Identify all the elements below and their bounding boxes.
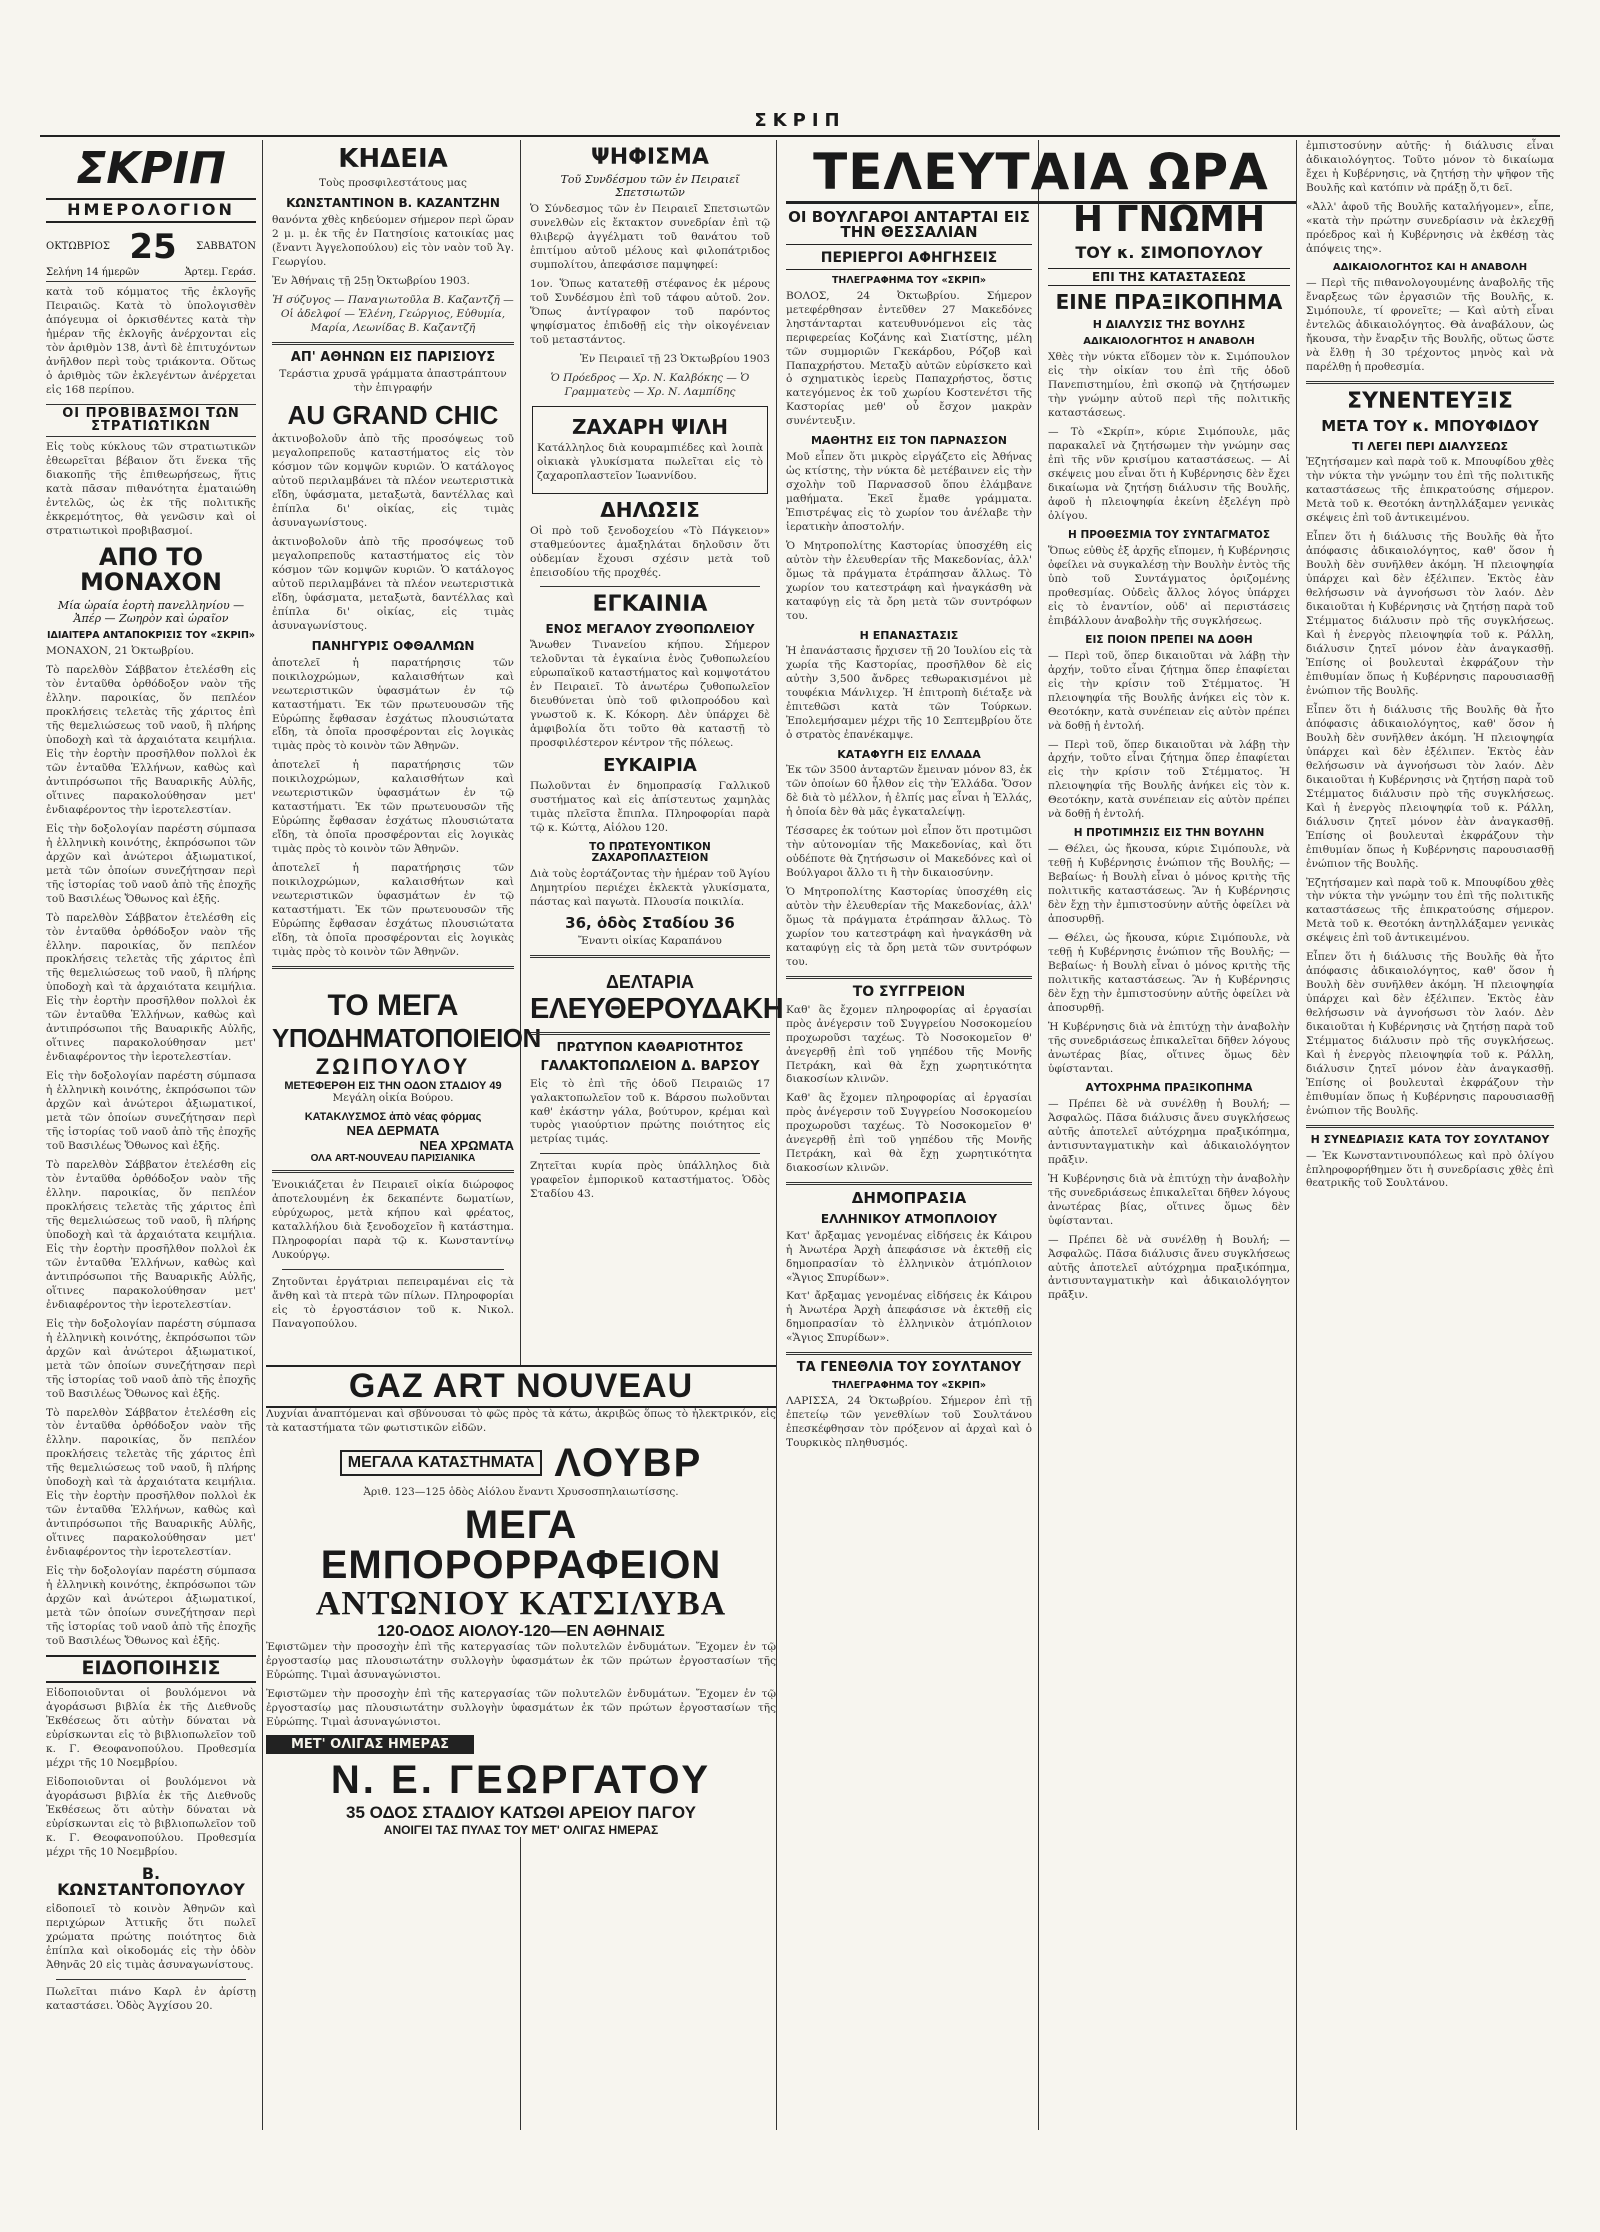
opening-text: Ἄνωθεν Τινανείου κήπου. Σήμερον τελοῦνται τὰ ἐγκαίνια ἑνὸς ζυθοπωλείου εὐρωπαϊκοῦ καταστήματος καὶ κομψοτάτου ἐν Πειραιεῖ. Τὸ ἀνωτέρω ζυθοπωλεῖον διευθύνεται ὑπὸ τοῦ φιλοπροόδου καὶ γνωστοῦ κ. Κ. Κόκορη. Δὲν ὑπάρχει δὲ ἀμφιβολία ὅτι τοῦτο θὰ καταστῇ τὸ προσφιλέστερον κέντρον τῆς πόλεως. xyxy=(530,639,770,749)
classified-text: Ζητεῖται κυρία πρὸς ὑπάλληλος διὰ γραφεῖον ἐμπορικοῦ καταστήματος. Ὁδὸς Σταδίου 43. xyxy=(530,1160,770,1201)
resolution-headline: ΨΗΦΙΣΜΑ xyxy=(591,145,709,170)
divider xyxy=(530,1032,770,1035)
article-text: — Θέλει, ὡς ἤκουσα, κύριε Σιμόπουλε, νὰ τεθῇ ἡ Κυβέρνησις ἐνώπιον τῆς Βουλῆς; — Βεβαίως· ἡ Βουλὴ εἶναι ὁ μόνος κριτὴς τῆς πολιτικῆς καταστάσεως. Ἂν ἡ Κυβέρνησις δὲν ἔχῃ τὴν ἐμπιστοσύνην αὐτῆς ὀφείλει νὰ ἀποσυρθῇ. xyxy=(1048,932,1290,1014)
dairy-headline: ΠΡΩΤΥΠΟΝ ΚΑΘΑΡΙΟΤΗΤΟΣ xyxy=(556,1040,744,1055)
notice-headline: ΕΙΔΟΠΟΙΗΣΙΣ xyxy=(46,1655,256,1683)
telegram-kicker: ΤΗΛΕΓΡΑΦΗΜΑ ΤΟΥ «ΣΚΡΙΠ» xyxy=(831,1380,987,1391)
article-text: Τὸ παρελθὸν Σάββατον ἐτελέσθη εἰς τὸν ἐνταῦθα ὀρθόδοξον ναὸν τῆς ἑλλην. παροικίας, ὅν πεπλέον προκλήσεις τελετὰς τῆς χάριτος ἐπὶ τῆς θεμελιώσεως τοῦ ναοῦ, ἣ πλήρης ὑποδοχὴ καὶ τὰ ἀρχαιότατα κειμήλια. Εἰς τὴν ἑορτὴν προσῆλθον πολλοὶ ἐκ τῶν ἐνταῦθα Ἑλλήνων, καθὼς καὶ ἀντιπρόσωποι τῆς Βαυαρικῆς Αὐλῆς, οἵτινες παρακολούθησαν μετ' ἐνδιαφέροντος τὴν ἱεροτελεστίαν. xyxy=(46,1406,256,1559)
gaz-ad-title: GAZ ART NOUVEAU xyxy=(266,1365,776,1408)
louvre-ad xyxy=(266,1441,776,1486)
classified-text: Ἐνοικιάζεται ἐν Πειραιεῖ οἰκία διώροφος ἀποτελουμένη ἐκ δεκαπέντε δωματίων, εὐρύχωρος, μετὰ κήπου καὶ φρέατος, καταλλήλου διὰ ξενοδοχεῖον ἢ κατάστημα. Πληροφορίαι παρὰ τῷ κ. Κωνσταντίνῳ Λυκούργῳ. xyxy=(272,1178,514,1261)
tailor-ad-title: ΜΕΓΑ ΕΜΠΟΡΟΡΡΑΦΕΙΟΝ xyxy=(320,1502,722,1587)
divider xyxy=(56,1979,246,1980)
divider xyxy=(786,1352,1032,1355)
interview-headline: ΕΙΝΕ ΠΡΑΞΙΚΟΠΗΜΑ xyxy=(1055,290,1283,315)
shoe-ad-line: ΟΛΑ ART-NOUVEAU ΠΑΡΙΣΙΑΝΙΚΑ xyxy=(310,1152,476,1164)
article-text: Εἰς τὴν δοξολογίαν παρέστη σύμπασα ἡ ἑλληνικὴ κοινότης, ἐκπρόσωποι τῶν ἀρχῶν καὶ ἀνώτεροι ἀξιωματικοί, μετὰ τῶν ὁποίων συνεζήτησαν περὶ τῆς ἱστορίας τοῦ ναοῦ ἀπὸ τῆς ἐποχῆς τοῦ Βασιλέως Ὄθωνος καὶ ἑξῆς. xyxy=(46,1565,256,1648)
article-text: Ἐζητήσαμεν καὶ παρὰ τοῦ κ. Μπουφίδου χθὲς τὴν νύκτα τὴν γνώμην του ἐπὶ τῆς πολιτικῆς καταστάσεως τῆς ἐπικρατούσης σήμερον. Μετὰ τοῦ κ. Θεοτόκη ἀντηλλάξαμεν γενικὰς σκέψεις ἐπὶ τοῦ ἀντικειμένου. xyxy=(1306,456,1554,525)
article-headline: ΤΑ ΓΕΝΕΘΛΙΑ ΤΟΥ ΣΟΥΛΤΑΝΟΥ xyxy=(796,1360,1022,1376)
article-text: Εἰς τοὺς κύκλους τῶν στρατιωτικῶν ἐθεωρεῖται βέβαιον ὅτι ἕνεκα τῆς διακοπῆς τῆς ἐπιθεωρήσεως, ἥτις κατὰ πᾶσαν πιθανότητα ἐματαιώθη ἐντελῶς, ὡς ἐκ τῆς πολιτικῆς ἐκκρεμότητος, θὰ γενῶσιν καὶ οἱ στρατιωτικοὶ προβιβασμοί. xyxy=(46,441,256,537)
notice-text: Εἰδοποιοῦνται οἱ βουλόμενοι νὰ ἀγοράσωσι βιβλία ἐκ τῆς Διεθνοῦς Ἐκθέσεως ὅτι αὐτὴν δύναται νὰ εὑρίσκωνται εἰς τὸ βιβλιοπωλεῖον τοῦ κ. Γ. Θεοφανοπούλου. Προθεσμία μέχρι τῆς 10 Νοεμβρίου. xyxy=(46,1775,256,1858)
article-subheadline: ΠΕΡΙΕΡΓΟΙ ΑΦΗΓΗΣΕΙΣ xyxy=(786,251,1032,270)
declaration-headline: ΔΗΛΩΣΙΣ xyxy=(600,497,700,522)
tailor-ad-address: 120-ΟΔΟΣ ΑΙΟΛΟΥ-120—ΕΝ ΑΘΗΝΑΙΣ xyxy=(377,1622,665,1640)
column-3 xyxy=(524,140,784,1350)
dairy-name: ΓΑΛΑΚΤΟΠΩΛΕΙΟΝ Δ. ΒΑΡΣΟΥ xyxy=(540,1058,760,1074)
date-line xyxy=(46,227,256,267)
article-text: «Ἀλλ' ἀφοῦ τῆς Βουλῆς καταλήγομεν», εἶπε, «κατὰ τὴν πρώτην συνεδρίασιν νὰ ἐκλεχθῇ πρόεδρος καὶ ἡ Κυβέρνησις νὰ ἐκθέσῃ τὰς ἀπόψεις της». xyxy=(1306,200,1554,255)
article-text: Εἰς τὴν δοξολογίαν παρέστη σύμπασα ἡ ἑλληνικὴ κοινότης, ἐκπρόσωποι τῶν ἀρχῶν καὶ ἀνώτεροι ἀξιωματικοί, μετὰ τῶν ὁποίων συνεζήτησαν περὶ τῆς ἱστορίας τοῦ ναοῦ ἀπὸ τῆς ἐποχῆς τοῦ Βασιλέως Ὄθωνος καὶ ἑξῆς. xyxy=(46,1070,256,1153)
shoe-ad-name: ΖΩΙΠΟΥΛΟΥ xyxy=(315,1053,471,1079)
shoe-ad-title: ΥΠΟΔΗΜΑΤΟΠΟΙΕΙΟΝ xyxy=(272,1022,541,1053)
article-text: ΒΟΛΟΣ, 24 Ὀκτωβρίου. Σήμερον μετεφέρθησαν ἐντεῦθεν 27 Μακεδόνες ληστάνταρται κατευθυνόμενοι εἰς τὰς περιφερείας Κοζάνης καὶ Σιατίστης, μέλη τῶν συμμοριῶν Γκεκάρδου, Ρόζοβ καὶ Παπαχρήστου. Μεταξὺ αὐτῶν εὑρίσκετο καὶ ὁ σχηματικὸς ἱερεὺς Παπαχρήστος, ὅστις κατεγόμενος ἐκ τοῦ χωρίου Κοστενέτσι τῆς Καστορίας μεθ' οὗ ἔσχον μακρὰν συνέντευξιν. xyxy=(786,289,1032,428)
louvre-ad-address: Ἀριθ. 123—125 ὁδὸς Αἰόλου ἔναντι Χρυσοσπηλαιωτίσσης. xyxy=(363,1485,679,1498)
pastry-address: 36, ὁδὸς Σταδίου 36 xyxy=(565,913,735,932)
sugar-ad xyxy=(532,406,768,494)
article-text: ἐμπιστοσύνην αὐτῆς· ἡ διάλυσις εἶναι ἀδικαιολόγητος. Τοῦτο μόνον τὸ δικαίωμα ἔχει ἡ Κυβέρνησις, νὰ ζητήσῃ τὴν ψῆφον τῆς Βουλῆς καὶ κατόπιν νὰ πράξῃ ὅ,τι δεῖ. xyxy=(1306,140,1554,194)
article-kicker: ΙΔΙΑΙΤΕΡΑ ΑΝΤΑΠΟΚΡΙΣΙΣ ΤΟΥ «ΣΚΡΙΠ» xyxy=(46,630,256,642)
running-head: ΣΚΡΙΠ xyxy=(40,110,1560,137)
ad-text: ἀποτελεῖ ἡ παρατήρησις τῶν ποικιλοχρώμων, καλαισθήτων καὶ νεωτεριστικῶν ὑφασμάτων ἐν τῷ καταστήματι. Ἐκ τῶν πρωτευουσῶν τῆς Εὐρώπης ἔφθασαν ἐσχάτως πλουσιώτατα εἴδη, τὰ ὁποῖα προσφέρονται εἰς λογικὰς τιμὰς πρὸς τὸ κοινὸν τῶν Ἀθηνῶν. xyxy=(272,759,514,856)
article-text: Ἡ ἐπανάστασις ἤρχισεν τῇ 20 Ἰουλίου εἰς τὰ χωρία τῆς Καστορίας, προσῆλθον δὲ εἰς αὐτὴν 3,500 ἄνδρες τεθωρακισμένοι μὲ τουφέκια Μάνλιχερ. Ἡ ἐπιτροπὴ διέταξε νὰ ἐπιτεθῶσι κατὰ τῶν Τούρκων. Ἐπολεμήσαμεν μέχρι τῆς 10 Σεπτεμβρίου ὅτε ὁ στρατὸς ἐπανέκαμψε. xyxy=(786,645,1032,741)
interview-headline: ΣΥΝΕΝΤΕΥΞΙΣ xyxy=(1347,389,1513,415)
article-text: Εἰς τὴν δοξολογίαν παρέστη σύμπασα ἡ ἑλληνικὴ κοινότης, ἐκπρόσωποι τῶν ἀρχῶν καὶ ἀνώτεροι ἀξιωματικοί, μετὰ τῶν ὁποίων συνεζήτησαν περὶ τῆς ἱστορίας τοῦ ναοῦ ἀπὸ τῆς ἐποχῆς τοῦ Βασιλέως Ὄθωνος καὶ ἑξῆς. xyxy=(46,822,256,905)
shoe-ad-address: ΜΕΤΕΦΕΡΘΗ ΕΙΣ ΤΗΝ ΟΔΟΝ ΣΤΑΔΙΟΥ 49 xyxy=(284,1079,502,1092)
divider xyxy=(786,976,1032,979)
column-rule xyxy=(776,140,777,2130)
funeral-headline: ΚΗΔΕΙΑ xyxy=(338,144,448,174)
classified-text: Ζητοῦνται ἐργάτριαι πεπειραμέναι εἰς τὰ ἄνθη καὶ τὰ πτερὰ τῶν πίλων. Πληροφορίαι εἰς τὸ ἐργοστάσιον τοῦ κ. Νικολ. Παναγοπούλου. xyxy=(272,1275,514,1330)
interview-subheadline: ΤΟΥ κ. ΣΙΜΟΠΟΥΛΟΥ xyxy=(1075,242,1263,262)
article-subheadline: ΕΛΛΗΝΙΚΟΥ ΑΤΜΟΠΛΟΙΟΥ xyxy=(820,1212,998,1227)
column-5 xyxy=(1042,195,1296,2130)
almanac-line xyxy=(46,267,256,282)
resolution-signatures: Ὁ Πρόεδρος — Χρ. Ν. Καλβόκης — Ὁ Γραμματεὺς — Χρ. Ν. Λαμπίδης xyxy=(550,371,750,398)
notice-text: Εἰδοποιοῦνται οἱ βουλόμενοι νὰ ἀγοράσωσι βιβλία ἐκ τῆς Διεθνοῦς Ἐκθέσεως ὅτι αὐτὴν δύναται νὰ εὑρίσκωνται εἰς τὸ βιβλιοπωλεῖον τοῦ κ. Γ. Θεοφανοπούλου. Προθεσμία μέχρι τῆς 10 Νοεμβρίου. xyxy=(46,1686,256,1769)
article-text: Ἐζητήσαμεν καὶ παρὰ τοῦ κ. Μπουφίδου χθὲς τὴν νύκτα τὴν γνώμην του ἐπὶ τῆς πολιτικῆς καταστάσεως τῆς ἐπικρατούσης σήμερον. Μετὰ τοῦ κ. Θεοτόκη ἀντηλλάξαμεν γενικὰς σκέψεις ἐπὶ τοῦ ἀντικειμένου. xyxy=(1306,876,1554,945)
interview-headline: Η ΓΝΩΜΗ xyxy=(1072,199,1266,240)
coming-soon-bar: ΜΕΤ' ΟΛΙΓΑΣ ΗΜΕΡΑΣ xyxy=(266,1735,474,1754)
tailor-ad-name: ΑΝΤΩΝΙΟΥ ΚΑΤΣΙΛΥΒΑ xyxy=(315,1584,727,1622)
shoe-ad-line: ΤΟ ΜΕΓΑ xyxy=(327,988,459,1022)
dairy-text: Εἰς τὸ ἐπὶ τῆς ὁδοῦ Πειραιῶς 17 γαλακτοπωλεῖον τοῦ κ. Βάρσου πωλοῦνται καθ' ἑκάστην γάλα, βούτυρον, κρέμαι καὶ τυρὸς γιαούρτιον πρώτης ποιότητος εἰς μετρίας τιμάς. xyxy=(530,1077,770,1146)
article-text: κατὰ τοῦ κόμματος τῆς ἐκλογῆς Πειραιῶς. Κατὰ τὸ ὑπολογισθὲν ἀπόγευμα οἱ ὀρκισθέντες κατὰ τὴν ἡμέραν τῆς ἐκλογῆς ἀνέρχονται εἰς τὸν ἀριθμὸν 138, ἀντὶ δὲ ἐπιτυχόντων ἀνῆλθον περὶ τοὺς τριάκοντα. Οὕτως ὁ ἀριθμὸς τῶν ἐκλεγέντων ἀνέρχεται εἰς 168 περίπου. xyxy=(46,285,256,396)
divider xyxy=(786,1182,1032,1185)
article-subhead: Η ΕΠΑΝΑΣΤΑΣΙΣ xyxy=(859,628,959,642)
article-headline: ΤΟ ΣΥΓΓΡΕΙΟΝ xyxy=(852,983,966,1000)
article-headline: Η ΣΥΝΕΔΡΙΑΣΙΣ ΚΑΤΑ ΤΟΥ ΣΟΥΛΤΑΝΟΥ xyxy=(1310,1132,1550,1146)
ad-text: ἀκτινοβολοῦν ἀπὸ τῆς προσόψεως τοῦ μεγαλοπρεποῦς καταστήματος εἰς τὸν κόσμον τῶν κομψῶν κυριῶν. Ὁ κατάλογος αὐτοῦ περιλαμβάνει τὰ πλέον νεωτεριστικὰ εἴδη, ὑφάσματα, μεταξωτὰ, δαντέλλας καὶ ἐπίπλα δι' οἰκίας, εἰς τιμὰς ἀσυναγωνίστους. xyxy=(272,433,514,530)
divider xyxy=(272,342,514,345)
article-text: Κατ' ἄρξαμας γενομένας εἰδήσεις ἐκ Κάιρου ἡ Ἀνωτέρα Ἀρχὴ ἀπεφάσισε νὰ ἐκτεθῇ εἰς δημοπρασίαν τὸ ἑλληνικὸν ἀτμόπλοιον «Ἅγιος Σπυρίδων». xyxy=(786,1229,1032,1284)
interview-subheadline: ΜΕΤΑ ΤΟΥ κ. ΜΠΟΥΦΙΔΟΥ xyxy=(1321,417,1539,436)
article-text: Κατ' ἄρξαμας γενομένας εἰδήσεις ἐκ Κάιρου ἡ Ἀνωτέρα Ἀρχὴ ἀπεφάσισε νὰ ἐκτεθῇ εἰς δημοπρασίαν τὸ ἑλληνικὸν ἀτμόπλοιον «Ἅγιος Σπυρίδων». xyxy=(786,1290,1032,1345)
article-text: Μοῦ εἶπεν ὅτι μικρὸς εἰργάζετο εἰς Ἀθήνας ὡς κτίστης, τὴν νύκτα δὲ μετέβαινεν εἰς τὴν σχολὴν τοῦ Παρνασσοῦ ὅπου ἐλάμβανε μαθήματα. Ἐκεῖ ἔμαθε γράμματα. Ἐπιστρέψας εἰς τὸ χωρίον του ἀνέλαβε τὴν ἱερατικὴν ἀποστολήν. xyxy=(786,450,1032,533)
column-6 xyxy=(1300,140,1560,2130)
column-rule xyxy=(262,140,263,2130)
article-text: Καθ' ἃς ἔχομεν πληροφορίας αἱ ἐργασίαι πρὸς ἀνέγερσιν τοῦ Συγγρείου Νοσοκομείου προχωροῦσι ταχέως. Τὸ Νοσοκομεῖον θ' ἀνεγερθῇ ἐπὶ τοῦ γηπέδου τῆς Μονῆς Πετράκη, καὶ θὰ ἔχῃ χωρητικότητα διακοσίων κλινῶν. xyxy=(786,1092,1032,1175)
divider xyxy=(282,1269,504,1270)
article-text: Τέσσαρες ἐκ τούτων μοὶ εἶπον ὅτι προτιμῶσι τὴν αὐτονομίαν τῆς Μακεδονίας, καὶ ὅτι οὐδέποτε θὰ ζητήσωσιν οἱ Μακεδόνες καὶ οἱ Βούλγαροι ἄλλο τι ἢ τὴν δικαιοσύνην. xyxy=(786,825,1032,880)
tailor-ad-text: Ἐφιστῶμεν τὴν προσοχὴν ἐπὶ τῆς κατεργασίας τῶν πολυτελῶν ἐνδυμάτων. Ἔχομεν ἐν τῷ ἐργοστασίῳ μας πλουσιωτάτην συλλογὴν ὑφασμάτων ἐκ τῶν πρώτων ἐργοστασίων τῆς Εὐρώπης. Τιμαὶ ἀσυναγώνιστοι. xyxy=(266,1640,776,1681)
article-subhead: ΑΥΤΟΧΡΗΜΑ ΠΡΑΞΙΚΟΠΗΜΑ xyxy=(1085,1081,1253,1094)
opportunity-headline: ΕΥΚΑΙΡΙΑ xyxy=(603,754,697,776)
ad-headline: Β. ΚΩΝΣΤΑΝΤΟΠΟΥΛΟΥ xyxy=(57,1863,245,1900)
article-text: ΛΑΡΙΣΣΑ, 24 Ὀκτωβρίου. Σήμερον ἐπὶ τῇ ἐπετείῳ τῶν γενεθλίων τοῦ Σουλτάνου ἐπεσκέφθησαν τὸν πρόξενον αἱ ἀρχαὶ καὶ ὁ Τουρκικὸς πληθυσμός. xyxy=(786,1394,1032,1449)
resolution-subheadline: Τοῦ Συνδέσμου τῶν ἐν Πειραιεῖ Σπετσιωτῶν xyxy=(560,173,740,200)
interview-kicker: ΤΙ ΛΕΓΕΙ ΠΕΡΙ ΔΙΑΛΥΣΕΩΣ xyxy=(1351,439,1509,453)
divider xyxy=(272,1170,514,1173)
article-text: Τὸ παρελθὸν Σάββατον ἐτελέσθη εἰς τὸν ἐνταῦθα ὀρθόδοξον ναὸν τῆς ἑλλην. παροικίας, ὅν πεπλέον προκλήσεις τελετὰς τῆς χάριτος ἐπὶ τῆς θεμελιώσεως τοῦ ναοῦ, ἣ πλήρης ὑποδοχὴ καὶ τὰ ἀρχαιότατα κειμήλια. Εἰς τὴν ἑορτὴν προσῆλθον πολλοὶ ἐκ τῶν ἐνταῦθα Ἑλλήνων, καθὼς καὶ ἀντιπρόσωποι τῆς Βαυαρικῆς Αὐλῆς, οἵτινες παρακολούθησαν μετ' ἐνδιαφέροντος τὴν ἱεροτελεστίαν. xyxy=(46,664,256,816)
postcards-ad-brand: ΕΛΕΥΘΕΡΟΥΔΑΚΗ xyxy=(530,993,784,1026)
article-headline: ΟΙ ΒΟΥΛΓΑΡΟΙ ΑΝΤΑΡΤΑΙ ΕΙΣ ΤΗΝ ΘΕΣΣΑΛΙΑΝ xyxy=(786,210,1032,246)
day-number: 25 xyxy=(129,226,177,267)
ad-text: ἀποτελεῖ ἡ παρατήρησις τῶν ποικιλοχρώμων, καλαισθήτων καὶ νεωτεριστικῶν ὑφασμάτων ἐν τῷ καταστήματι. Ἐκ τῶν πρωτευουσῶν τῆς Εὐρώπης ἔφθασαν ἐσχάτως πλουσιώτατα εἴδη, τὰ ὁποῖα προσφέρονται εἰς λογικὰς τιμὰς πρὸς τὸ κοινὸν τῶν Ἀθηνῶν. xyxy=(272,656,514,753)
ad-text: Τεράστια χρυσᾶ γράμματα ἀπαστράπτουν τὴν ἐπιγραφήν xyxy=(279,368,507,395)
ad-brand: AU GRAND CHIC xyxy=(287,400,499,431)
store-ad-name: Ν. Ε. ΓΕΩΡΓΑΤΟΥ xyxy=(330,1757,712,1802)
classified-text: Πωλεῖται πιάνο Καρλ ἐν ἀρίστῃ καταστάσει. Ὁδὸς Ἀγχίσου 20. xyxy=(46,1985,256,2012)
column-rule xyxy=(1296,140,1297,2130)
ad-text: ἀποτελεῖ ἡ παρατήρησις τῶν ποικιλοχρώμων, καλαισθήτων καὶ νεωτεριστικῶν ὑφασμάτων ἐν τῷ καταστήματι. Ἐκ τῶν πρωτευουσῶν τῆς Εὐρώπης ἔφθασαν ἐσχάτως πλουσιώτατα εἴδη, τὰ ὁποῖα προσφέρονται εἰς λογικὰς τιμὰς πρὸς τὸ κοινὸν τῶν Ἀθηνῶν. xyxy=(272,862,514,959)
article-text: Τὸ παρελθὸν Σάββατον ἐτελέσθη εἰς τὸν ἐνταῦθα ὀρθόδοξον ναὸν τῆς ἑλλην. παροικίας, ὅν πεπλέον προκλήσεις τελετὰς τῆς χάριτος ἐπὶ τῆς θεμελιώσεως τοῦ ναοῦ, ἣ πλήρης ὑποδοχὴ καὶ τὰ ἀρχαιότατα κειμήλια. Εἰς τὴν ἑορτὴν προσῆλθον πολλοὶ ἐκ τῶν ἐνταῦθα Ἑλλήνων, καθὼς καὶ ἀντιπρόσωποι τῆς Βαυαρικῆς Αὐλῆς, οἵτινες παρακολούθησαν μετ' ἐνδιαφέροντος τὴν ἱεροτελεστίαν. xyxy=(46,911,256,1064)
article-subhead: ΚΑΤΑΦΥΓΗ ΕΙΣ ΕΛΛΑΔΑ xyxy=(837,747,981,761)
article-text: Ἡ Κυβέρνησις διὰ νὰ ἐπιτύχῃ τὴν ἀναβολὴν τῆς συνεδριάσεως ἐπικαλεῖται δῆθεν λόγους ἀνωτέρας βίας, οἵτινες ὅμως δὲν ὑφίστανται. xyxy=(1048,1020,1290,1075)
article-text: Ἡ Κυβέρνησις διὰ νὰ ἐπιτύχῃ τὴν ἀναβολὴν τῆς συνεδριάσεως ἐπικαλεῖται δῆθεν λόγους ἀνωτέρας βίας, οἵτινες ὅμως δὲν ὑφίστανται. xyxy=(1048,1172,1290,1227)
postcards-ad-line: ΔΕΛΤΑΡΙΑ xyxy=(605,972,695,993)
month: ΟΚΤΩΒΡΙΟΣ xyxy=(46,241,110,253)
interview-subheadline: Η ΔΙΑΛΥΣΙΣ ΤΗΣ ΒΟΥΛΗΣ xyxy=(1092,318,1246,332)
nameplate-title: ΣΚΡΙΠ xyxy=(76,143,226,194)
telegram-kicker: ΤΗΛΕΓΡΑΦΗΜΑ ΤΟΥ «ΣΚΡΙΠ» xyxy=(831,274,987,286)
article-text: Ὁ Μητροπολίτης Καστορίας ὑποσχέθη εἰς αὐτὸν τὴν ἐλευθερίαν τῆς Μακεδονίας, ἀλλ' ὅμως τὰ πράγματα ἐτράπησαν ἄλλως. Τὸ χωρίον του κατεστράφη καὶ ἠναγκάσθη νὰ καταφύγῃ εἰς τὰ ὄρη μετὰ τῶν συντρόφων του. xyxy=(786,539,1032,622)
column-1 xyxy=(40,140,262,2130)
store-ad-address: 35 ΟΔΟΣ ΣΤΑΔΙΟΥ ΚΑΤΩΘΙ ΑΡΕΙΟΥ ΠΑΓΟΥ xyxy=(346,1802,696,1822)
divider xyxy=(540,1153,760,1154)
funeral-text: Τοὺς προσφιλεστάτους μας xyxy=(319,177,467,190)
weekday: ΣΑΒΒΑΤΟΝ xyxy=(196,241,256,253)
article-subhead: ΑΔΙΚΑΙΟΛΟΓΗΤΟΣ ΚΑΙ Η ΑΝΑΒΟΛΗ xyxy=(1332,261,1528,273)
article-text: Εἶπεν ὅτι ἡ διάλυσις τῆς Βουλῆς θὰ ἦτο ἀπόφασις ἀδικαιολόγητος, καθ' ὅσον ἡ Βουλὴ δὲν συνῆλθεν ἀκόμη. Ἡ πλειοψηφία ὑπάρχει καὶ δὲν ἐξέλιπεν. Ἐκτὸς ἐὰν θελήσωσιν νὰ ἀγνοήσωσι τὸν λαόν. Δὲν δικαιοῦται ἡ Κυβέρνησις νὰ ζητήσῃ παρὰ τοῦ Στέμματος διάλυσιν πρὸ τῆς συγκλήσεως. Καὶ ἡ ἐνεργὸς πλειοψηφία τοῦ κ. Ράλλη, διάλυσιν ζητεῖ μόνον ἐὰν ἀναγκασθῇ. Ἐπίσης οἱ βουλευταὶ ἐκφράζουν τὴν ἐπιθυμίαν ὅπως ἡ Κυβέρνησις παρουσιασθῇ ἐνώπιον τῆς Βουλῆς. xyxy=(1306,703,1554,870)
column-2 xyxy=(266,140,541,1360)
article-headline: ΑΠΟ ΤΟ ΜΟΝΑΧΟΝ xyxy=(80,542,222,596)
dateline: ΜΟΝΑΧΟΝ, 21 Ὀκτωβρίου. xyxy=(46,645,195,658)
article-text: Ὁ Μητροπολίτης Καστορίας ὑποσχέθη εἰς αὐτὸν τὴν ἐλευθερίαν τῆς Μακεδονίας, ἀλλ' ὅμως τὰ πράγματα ἐτράπησαν ἄλλως. Τὸ χωρίον του κατεστράφη καὶ ἠναγκάσθη νὰ καταφύγῃ εἰς τὰ ὄρη μετὰ τῶν συντρόφων του. xyxy=(786,886,1032,968)
resolution-text: 1ον. Ὅπως κατατεθῇ στέφανος ἐκ μέρους τοῦ Συνδέσμου ἐπὶ τοῦ τάφου αὐτοῦ. 2ον. Ὅπως ἀντίγραφον τοῦ παρόντος ψηφίσματος ἐπιδοθῇ εἰς τὴν οἰκογένειαν τοῦ μεταστάντος. xyxy=(530,277,770,346)
article-subhead: ΕΙΣ ΠΟΙΟΝ ΠΡΕΠΕΙ ΝΑ ΔΟΘΗ xyxy=(1085,633,1253,646)
article-headline: ΟΙ ΠΡΟΒΙΒΑΣΜΟΙ ΤΩΝ ΣΤΡΑΤΙΩΤΙΚΩΝ xyxy=(46,404,256,437)
pastry-headline: ΤΟ ΠΡΩΤΕΥΟΝΤΙΚΟΝ ΖΑΧΑΡΟΠΛΑΣΤΕΙΟΝ xyxy=(589,840,711,864)
funeral-name: ΚΩΝΣΤΑΝΤΙΝΟΝ Β. ΚΑΖΑΝΤΖΗΝ xyxy=(286,196,500,211)
shoe-ad-line: ΚΑΤΑΚΛΥΣΜΟΣ ἀπὸ νέας φόρμας xyxy=(304,1110,482,1123)
gaz-ad-text: Λυχνίαι ἀναπτόμεναι καὶ σβύνουσαι τὸ φῶς πρὸς τὰ κάτω, ἀκριβῶς ὅπως τὸ ἠλεκτρικόν, εἰς τὰ καταστήματα τῶν φωτιστικῶν εἰδῶν. xyxy=(266,1408,776,1434)
article-text: — Θέλει, ὡς ἤκουσα, κύριε Σιμόπουλε, νὰ τεθῇ ἡ Κυβέρνησις ἐνώπιον τῆς Βουλῆς; — Βεβαίως· ἡ Βουλὴ εἶναι ὁ μόνος κριτὴς τῆς πολιτικῆς καταστάσεως. Ἂν ἡ Κυβέρνησις δὲν ἔχῃ τὴν ἐμπιστοσύνην αὐτῆς ὀφείλει νὰ ἀποσυρθῇ. xyxy=(1048,843,1290,926)
divider xyxy=(540,586,760,587)
article-text: — Πρέπει δὲ νὰ συνέλθῃ ἡ Βουλή; — Ἀσφαλῶς. Πᾶσα διάλυσις ἄνευ συγκλήσεως αὐτῆς ἀποτελεῖ αὐτόχρημα πραξικόπημα, ἀντισυνταγματικὴν καὶ ἀδικαιολόγητον πρᾶξιν. xyxy=(1048,1233,1290,1302)
article-text: — Τὸ «Σκρίπ», κύριε Σιμόπουλε, μᾶς παρακαλεῖ νὰ ζητήσωμεν τὴν γνώμην σας ἐπὶ τῆς νῦν κρισίμου καταστάσεως. — Αἱ σκέψεις μου εἶναι ὅτι ἡ Κυβέρνησις δὲν ἔχει δικαίωμα νὰ ζητήσῃ διάλυσιν τῆς Βουλῆς, ἀφοῦ ἡ πλειοψηφία ἐκείνη ἐξελέγη πρὸ ὀλίγου. xyxy=(1048,426,1290,522)
funeral-text: θανόντα χθὲς κηδεύομεν σήμερον περὶ ὥραν 2 μ. μ. ἐκ τῆς ἐν Πατησίοις κατοικίας μας (ἔναντι Ἀγγελοπούλου) εἰς τὸν ναὸν τοῦ Ἁγ. Γεωργίου. xyxy=(272,213,514,268)
saint-of-day: Ἀρτεμ. Γεράσ. xyxy=(184,266,256,278)
louvre-ad-line: ΜΕΓΑΛΑ ΚΑΤΑΣΤΗΜΑΤΑ xyxy=(340,1450,543,1476)
opportunity-text: Πωλοῦνται ἐν δημοπρασίᾳ Γαλλικοῦ συστήματος καὶ εἰς ἀπίστευτως χαμηλὰς τιμὰς πλεῖστα ἔπιπλα. Πληροφορίαι παρὰ τῷ κ. Κώττᾳ, Αἰόλου 120. xyxy=(530,779,770,834)
opening-subheadline: ΕΝΟΣ ΜΕΓΑΛΟΥ ΖΥΘΟΠΩΛΕΙΟΥ xyxy=(545,621,755,636)
divider xyxy=(1306,1125,1554,1128)
divider xyxy=(1306,381,1554,384)
divider xyxy=(272,966,514,969)
article-text: Χθὲς τὴν νύκτα εἴδομεν τὸν κ. Σιμόπουλον εἰς τὴν οἰκίαν του ἐπὶ τῆς ὁδοῦ Πανεπιστημίου, ἐπὶ σκοπῷ νὰ ζητήσωμεν τὴν γνώμην αὐτοῦ περὶ τῆς πολιτικῆς καταστάσεως. xyxy=(1048,351,1290,420)
article-subhead: Η ΠΡΟΘΕΣΜΙΑ ΤΟΥ ΣΥΝΤΑΓΜΑΤΟΣ xyxy=(1068,528,1270,541)
last-hour-banner: ΤΕΛΕΥΤΑΙΑ ΩΡΑ xyxy=(786,146,1296,204)
declaration-text: Οἱ πρὸ τοῦ ξενοδοχείου «Τὸ Πάγκειον» σταθμεύοντες ἁμαξηλάται δηλοῦσιν ὅτι οὐδεμίαν ἔχουσι σχέσιν μετὰ τοῦ ἐπεισοδίου τῆς προχθές. xyxy=(530,524,770,579)
wide-ad-block xyxy=(266,1365,776,1837)
article-headline: ΔΗΜΟΠΡΑΣΙΑ xyxy=(851,1189,967,1208)
louvre-ad-brand: ΛΟΥΒΡ xyxy=(554,1440,703,1485)
ad-headline: ΠΑΝΗΓΥΡΙΣ ΟΦΘΑΛΜΩΝ xyxy=(311,639,475,654)
ad-text: ἀκτινοβολοῦν ἀπὸ τῆς προσόψεως τοῦ μεγαλοπρεποῦς καταστήματος εἰς τὸν κόσμον τῶν κομψῶν κυριῶν. Ὁ κατάλογος αὐτοῦ περιλαμβάνει τὰ πλέον νεωτεριστικὰ εἴδη, ὑφάσματα, μεταξωτὰ, δαντέλλας καὶ ἐπίπλα δι' οἰκίας, εἰς τιμὰς ἀσυναγωνίστους. xyxy=(272,536,514,633)
column-rule xyxy=(1038,140,1039,2130)
article-text: Εἶπεν ὅτι ἡ διάλυσις τῆς Βουλῆς θὰ ἦτο ἀπόφασις ἀδικαιολόγητος, καθ' ὅσον ἡ Βουλὴ δὲν συνῆλθεν ἀκόμη. Ἡ πλειοψηφία ὑπάρχει καὶ δὲν ἐξέλιπεν. Ἐκτὸς ἐὰν θελήσωσιν νὰ ἀγνοήσωσι τὸν λαόν. Δὲν δικαιοῦται ἡ Κυβέρνησις νὰ ζητήσῃ παρὰ τοῦ Στέμματος διάλυσιν πρὸ τῆς συγκλήσεως. Καὶ ἡ ἐνεργὸς πλειοψηφία τοῦ κ. Ράλλη, διάλυσιν ζητεῖ μόνον ἐὰν ἀναγκασθῇ. Ἐπίσης οἱ βουλευταὶ ἐκφράζουν τὴν ἐπιθυμίαν ὅπως ἡ Κυβέρνησις παρουσιασθῇ ἐνώπιον τῆς Βουλῆς. xyxy=(1306,531,1554,697)
article-subhead: Η ΠΡΟΤΙΜΗΣΙΣ ΕΙΣ ΤΗΝ ΒΟΥΛΗΝ xyxy=(1073,827,1265,840)
article-text: Τὸ παρελθὸν Σάββατον ἐτελέσθη εἰς τὸν ἐνταῦθα ὀρθόδοξον ναὸν τῆς ἑλλην. παροικίας, ὅν πεπλέον προκλήσεις τελετὰς τῆς χάριτος ἐπὶ τῆς θεμελιώσεως τοῦ ναοῦ, ἣ πλήρης ὑποδοχὴ καὶ τὰ ἀρχαιότατα κειμήλια. Εἰς τὴν ἑορτὴν προσῆλθον πολλοὶ ἐκ τῶν ἐνταῦθα Ἑλλήνων, καθὼς καὶ ἀντιπρόσωποι τῆς Βαυαρικῆς Αὐλῆς, οἵτινες παρακολούθησαν μετ' ἐνδιαφέροντος τὴν ἱεροτελεστίαν. xyxy=(46,1159,256,1311)
nameplate-subtitle: ΗΜΕΡΟΛΟΓΙΟΝ xyxy=(46,198,256,223)
article-subheadline: Μία ὡραία ἑορτὴ πανελληνίου — Ἀπέρ — Ζωηρὸν καὶ ὡραῖον xyxy=(57,599,245,626)
moon-phase: Σελήνη 14 ήμερῶν xyxy=(46,266,140,278)
opening-headline: ΕΓΚΑΙΝΙΑ xyxy=(592,592,708,618)
article-text: — Πρέπει δὲ νὰ συνέλθῃ ἡ Βουλή; — Ἀσφαλῶς. Πᾶσα διάλυσις ἄνευ συγκλήσεως αὐτῆς ἀποτελεῖ αὐτόχρημα πραξικόπημα, ἀντισυνταγματικὴν καὶ ἀδικαιολόγητον πρᾶξιν. xyxy=(1048,1097,1290,1166)
ad-headline: ΖΑΧΑΡΗ ΨΙΛΗ xyxy=(572,414,728,439)
shoe-ad-line: ΝΕΑ ΧΡΩΜΑΤΑ xyxy=(419,1137,514,1153)
article-text: — Περὶ τοῦ, ὅπερ δικαιοῦται νὰ λάβῃ τὴν ἀρχήν, τοῦτο εἶναι ζήτημα ὅπερ ἐπαφίεται εἰς τὴν κρίσιν τοῦ Στέμματος. Ἡ πλειοψηφία τῆς Βουλῆς ἀνήκει εἰς τὸν κ. Θεοτόκην, κατὰ συνέπειαν εἰς αὐτὸν πρέπει νὰ δοθῇ ἡ ἐντολή. xyxy=(1048,649,1290,732)
article-text: Καθ' ἃς ἔχομεν πληροφορίας αἱ ἐργασίαι πρὸς ἀνέγερσιν τοῦ Συγγρείου Νοσοκομείου προχωροῦσι ταχέως. Τὸ Νοσοκομεῖον θ' ἀνεγερθῇ ἐπὶ τοῦ γηπέδου τῆς Μονῆς Πετράκη, καὶ θὰ ἔχῃ χωρητικότητα διακοσίων κλινῶν. xyxy=(786,1003,1032,1086)
article-subhead: ΜΑΘΗΤΗΣ ΕΙΣ ΤΟΝ ΠΑΡΝΑΣΣΟΝ xyxy=(811,434,1007,448)
shoe-ad-note: Μεγάλη οἰκία Βούρου. xyxy=(332,1091,454,1104)
tailor-ad-text: Ἐφιστῶμεν τὴν προσοχὴν ἐπὶ τῆς κατεργασίας τῶν πολυτελῶν ἐνδυμάτων. Ἔχομεν ἐν τῷ ἐργοστασίῳ μας πλουσιωτάτην συλλογὴν ὑφασμάτων ἐκ τῶν πρώτων ἐργοστασίων τῆς Εὐρώπης. Τιμαὶ ἀσυναγώνιστοι. xyxy=(266,1687,776,1728)
funeral-date: Ἐν Ἀθήναις τῇ 25ῃ Ὀκτωβρίου 1903. xyxy=(272,274,470,287)
article-text: — Περὶ τοῦ, ὅπερ δικαιοῦται νὰ λάβῃ τὴν ἀρχήν, τοῦτο εἶναι ζήτημα ὅπερ ἐπαφίεται εἰς τὴν κρίσιν τοῦ Στέμματος. Ἡ πλειοψηφία τῆς Βουλῆς ἀνήκει εἰς τὸν κ. Θεοτόκην, κατὰ συνέπειαν εἰς αὐτὸν πρέπει νὰ δοθῇ ἡ ἐντολή. xyxy=(1048,738,1290,821)
interview-kicker: ΕΠΙ ΤΗΣ ΚΑΤΑΣΤΑΣΕΩΣ xyxy=(1048,268,1290,287)
article-text: — Περὶ τῆς πιθανολογουμένης ἀναβολῆς τῆς ἔναρξεως τῶν ἐργασιῶν τῆς Βουλῆς, κ. Σιμόπουλε, τί φρονεῖτε; — Καὶ αὐτὴ εἶναι ἐντελῶς ἀδικαιολόγητος. Θὰ ἀναβάλουν, ὡς ἤκουσα, τὴν ἔναρξιν τῆς Βουλῆς, οὕτως ὥστε νὰ ἔλθῃ ἡ 30 τρέχοντος μηνὸς καὶ νὰ παρέλθῃ ἡ προθεσμία. xyxy=(1306,277,1554,374)
funeral-signatories: Ἡ σύζυγος — Παναγιωτοῦλα Β. Καζαντζῆ — Οἱ ἀδελφοί — Ἑλένη, Γεώργιος, Εὐθυμία, Μαρία, Λεωνίδας Β. Καζαντζῆ xyxy=(272,293,514,334)
ad-text: εἰδοποιεῖ τὸ κοινὸν Ἀθηνῶν καὶ περιχώρων Ἀττικῆς ὅτι πωλεῖ χρώματα πρώτης ποιότητος διὰ ἐπίπλα καὶ οἰκοδομάς εἰς τὴν ὁδὸν Ἀθηνᾶς 20 εἰς τιμὰς ἀσυναγωνίστους. xyxy=(46,1903,256,1972)
article-text: Εἶπεν ὅτι ἡ διάλυσις τῆς Βουλῆς θὰ ἦτο ἀπόφασις ἀδικαιολόγητος, καθ' ὅσον ἡ Βουλὴ δὲν συνῆλθεν ἀκόμη. Ἡ πλειοψηφία ὑπάρχει καὶ δὲν ἐξέλιπεν. Ἐκτὸς ἐὰν θελήσωσιν νὰ ἀγνοήσωσι τὸν λαόν. Δὲν δικαιοῦται ἡ Κυβέρνησις νὰ ζητήσῃ παρὰ τοῦ Στέμματος διάλυσιν πρὸ τῆς συγκλήσεως. Καὶ ἡ ἐνεργὸς πλειοψηφία τοῦ κ. Ράλλη, διάλυσιν ζητεῖ μόνον ἐὰν ἀναγκασθῇ. Ἐπίσης οἱ βουλευταὶ ἐκφράζουν τὴν ἐπιθυμίαν ὅπως ἡ Κυβέρνησις παρουσιασθῇ ἐνώπιον τῆς Βουλῆς. xyxy=(1306,951,1554,1118)
interview-subheadline: ΑΔΙΚΑΙΟΛΟΓΗΤΟΣ Η ΑΝΑΒΟΛΗ xyxy=(1083,335,1255,347)
pastry-text: Διὰ τοὺς ἑορτάζοντας τὴν ἡμέραν τοῦ Ἁγίου Δημητρίου περιέχει ἐκλεκτὰ γλυκίσματα, πάστας καὶ παγωτὰ. Πλουσία ποικιλία. xyxy=(530,867,770,908)
article-text: — Ἐκ Κωνσταντινουπόλεως καὶ πρὸ ὀλίγου ἐπληροφορήθημεν ὅτι ἡ συνεδρίασις χθὲς ἐπὶ θεατρικῆς τοῦ Σουλτάνου. xyxy=(1306,1149,1554,1190)
ad-headline: ΑΠ' ΑΘΗΝΩΝ ΕΙΣ ΠΑΡΙΣΙΟΥΣ xyxy=(290,349,496,365)
article-text: Εἰς τὴν δοξολογίαν παρέστη σύμπασα ἡ ἑλληνικὴ κοινότης, ἐκπρόσωποι τῶν ἀρχῶν καὶ ἀνώτεροι ἀξιωματικοί, μετὰ τῶν ὁποίων συνεζήτησαν περὶ τῆς ἱστορίας τοῦ ναοῦ ἀπὸ τῆς ἐποχῆς τοῦ Βασιλέως Ὄθωνος καὶ ἑξῆς. xyxy=(46,1317,256,1400)
resolution-date: Ἐν Πειραιεῖ τῇ 23 Ὀκτωβρίου 1903 xyxy=(579,352,770,365)
resolution-text: Ὁ Σύνδεσμος τῶν ἐν Πειραιεῖ Σπετσιωτῶν συνελθὼν εἰς ἔκτακτον συνεδρίαν ἐπὶ τῷ θλιβερῷ ἀγγέλματι τοῦ θανάτου τοῦ ἐπιτίμου αὐτοῦ μέλους καὶ φιλοπάτριδος συμπολίτου, ἀπεφάσισε παμψηφεί: xyxy=(530,203,770,271)
ad-text: Κατάλληλος διὰ κουραμπιέδες καὶ λοιπὰ οἰκιακὰ γλυκίσματα πωλεῖται εἰς τὸ ζαχαροπλαστεῖον Ἰωαννίδου. xyxy=(537,441,763,482)
pastry-address-note: Ἔναντι οἰκίας Καραπάνου xyxy=(578,935,722,948)
shoe-ad-line: ΝΕΑ ΔΕΡΜΑΤΑ xyxy=(346,1122,440,1138)
store-ad-note: ΑΝΟΙΓΕΙ ΤΑΣ ΠΥΛΑΣ ΤΟΥ ΜΕΤ' ΟΛΙΓΑΣ ΗΜΕΡΑΣ xyxy=(383,1822,659,1837)
article-text: Ἐκ τῶν 3500 ἀνταρτῶν ἔμειναν μόνον 83, ἐκ τῶν ὁποίων 60 ἦλθον εἰς τὴν Ἑλλάδα. Ὅσον δὲ διὰ τὸ μέλλον, ἡ ἐλπίς μας εἶναι ἡ Ἑλλάς, ἡ ὁποία δὲν θὰ μᾶς ἐγκαταλείψῃ. xyxy=(786,764,1032,819)
article-text: Ὅπως εὐθὺς ἐξ ἀρχῆς εἴπομεν, ἡ Κυβέρνησις ὀφείλει νὰ συγκαλέσῃ τὴν Βουλὴν ἐντὸς τῆς ὑπὸ τοῦ Συντάγματος ὁριζομένης προθεσμίας. Οὐδεὶς ἄλλος λόγος ὑπάρχει εἰς τὸ ἐναντίον, οὐδ' αἱ περιστάσεις ἐπιβάλλουν ἀναβολὴν τῆς συγκλήσεως. xyxy=(1048,544,1290,627)
divider xyxy=(530,955,770,958)
